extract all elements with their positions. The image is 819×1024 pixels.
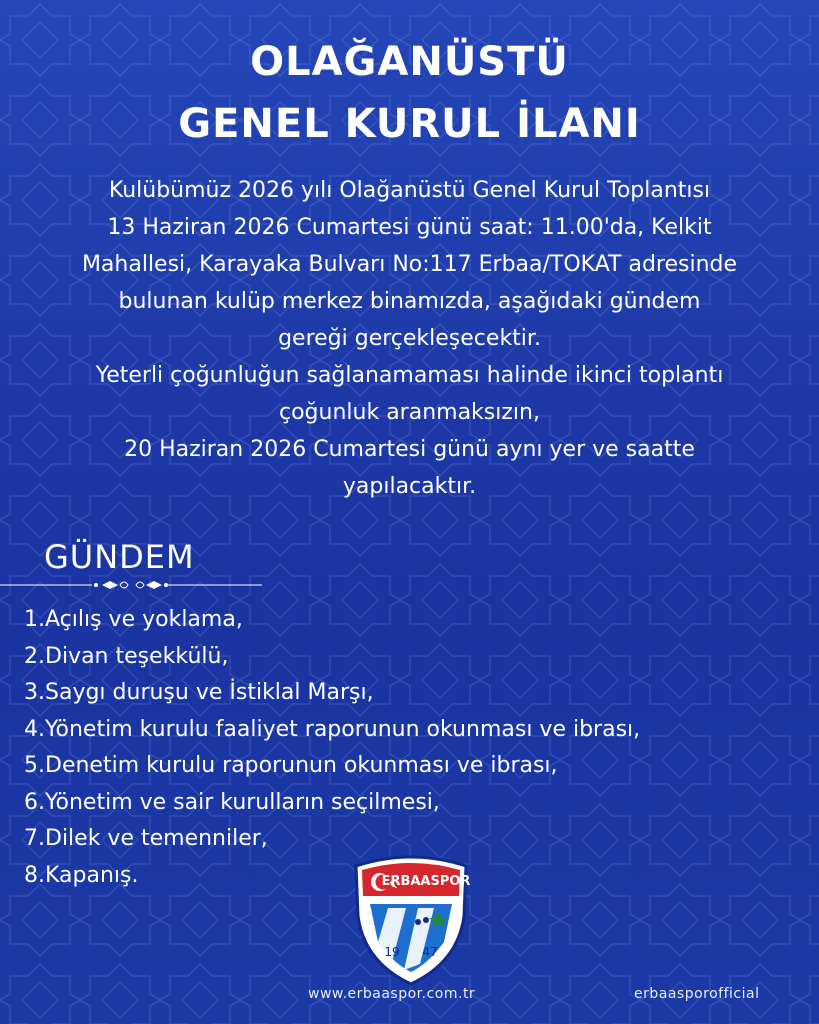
agenda-item — [20, 675, 810, 712]
agenda-item-text: Açılış ve yoklama, — [45, 607, 243, 632]
agenda-item — [20, 602, 810, 639]
announcement-text — [10, 172, 809, 505]
agenda-item-number: 4. — [24, 716, 45, 742]
agenda-item — [20, 748, 810, 785]
agenda-item-text: Yönetim ve sair kurulların seçilmesi, — [45, 789, 440, 815]
agenda-item — [20, 712, 810, 749]
crest-year-left: 19 — [384, 945, 400, 959]
announcement-line: Mahallesi, Karayaka Bulvarı No:117 Erbaa/TOKAT adresinde — [81, 252, 738, 277]
agenda-item-text: Divan teşekkülü, — [45, 643, 229, 669]
agenda-item-text: Kapanış. — [45, 862, 139, 888]
announcement-line: Kulübümüz 2026 yılı Olağanüstü Genel Kurul Toplantısı — [108, 178, 711, 203]
club-crest-icon — [348, 852, 474, 987]
agenda-item-text: Dilek ve temenniler, — [45, 826, 268, 851]
agenda-item-text: Denetim kurulu raporunun okunması ve ibrası, — [45, 753, 558, 778]
agenda-title: GÜNDEM — [44, 538, 195, 576]
announcement-line: çoğunluk aranmaksızın, — [279, 400, 540, 425]
crest-year-right: 47 — [422, 945, 438, 959]
agenda-item-text: Yönetim kurulu faaliyet raporunun okunması ve ibrası, — [45, 716, 641, 742]
ornament-divider — [0, 575, 262, 595]
announcement-line: gereği gerçekleşecektir. — [278, 326, 541, 351]
title-line-1: OLAĞANÜSTÜ — [250, 39, 569, 85]
agenda-list — [20, 602, 810, 894]
agenda-item — [20, 785, 810, 822]
website-link[interactable]: www.erbaaspor.com.tr — [308, 986, 476, 1002]
agenda-item-number: 3. — [24, 680, 45, 705]
announcement-line: bulunan kulüp merkez binamızda, aşağıdaki gündem — [118, 289, 701, 314]
crest-name: ERBAASPOR — [381, 874, 471, 889]
agenda-item-text: Saygı duruşu ve İstiklal Marşı, — [45, 680, 374, 705]
agenda-item-number: 6. — [24, 789, 45, 815]
social-handle[interactable]: erbaasporofficial — [634, 986, 760, 1002]
announcement-line: 20 Haziran 2026 Cumartesi günü aynı yer ve saatte — [124, 437, 695, 462]
agenda-item-number: 8. — [24, 862, 45, 888]
agenda-item-number: 5. — [24, 753, 45, 778]
announcement-line: 13 Haziran 2026 Cumartesi günü saat: 11.00'da, Kelkit — [107, 215, 712, 240]
title-line-2: GENEL KURUL İLANI — [178, 101, 641, 147]
announcement-line: yapılacaktır. — [342, 474, 477, 499]
agenda-item-number: 1. — [24, 607, 45, 632]
announcement-line: Yeterli çoğunluğun sağlanamaması halinde ikinci toplantı — [95, 363, 724, 388]
agenda-item — [20, 639, 810, 676]
agenda-item-number: 2. — [24, 643, 45, 669]
agenda-item-number: 7. — [24, 826, 45, 851]
